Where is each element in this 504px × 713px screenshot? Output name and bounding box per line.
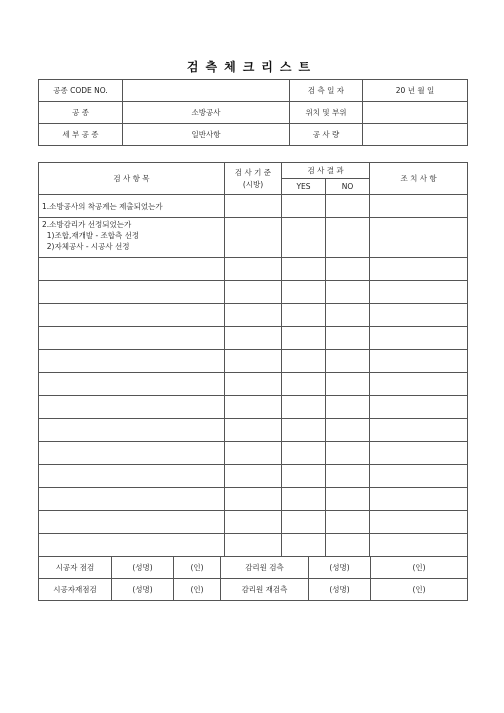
action-cell[interactable] (370, 419, 468, 442)
contractor-recheck-name-field[interactable]: (성명) (112, 579, 174, 601)
item-cell[interactable] (39, 534, 225, 557)
inspection-row-empty (39, 304, 468, 327)
no-cell[interactable] (326, 419, 370, 442)
inspection-row-empty (39, 396, 468, 419)
signature-row-2 (39, 579, 468, 601)
item-cell[interactable] (39, 442, 225, 465)
standard-cell[interactable] (225, 396, 282, 419)
item2-line1: 2.소방감리가 선정되었는가 (42, 220, 132, 229)
inspection-row-empty (39, 465, 468, 488)
item-cell[interactable] (39, 350, 225, 373)
yes-cell[interactable] (282, 327, 326, 350)
action-cell[interactable] (370, 396, 468, 419)
item-cell[interactable] (39, 373, 225, 396)
quantity-field[interactable] (363, 124, 468, 146)
header-row-code (39, 80, 468, 102)
no-cell[interactable] (326, 327, 370, 350)
inspection-row-empty (39, 350, 468, 373)
item-cell[interactable] (39, 419, 225, 442)
inspection-table (38, 162, 468, 557)
inspection-row-1 (39, 195, 468, 218)
yes-cell[interactable] (282, 350, 326, 373)
action-cell[interactable] (370, 350, 468, 373)
label-quantity: 공 사 량 (290, 124, 363, 146)
action-cell[interactable] (370, 304, 468, 327)
action-cell[interactable] (370, 218, 468, 258)
inspection-item-1: 1.소방공사의 착공계는 제출되었는가 (39, 195, 225, 218)
col-yes-header: YES (282, 179, 326, 195)
action-cell[interactable] (370, 281, 468, 304)
item2-line3: 2)자체공사 - 시공사 선정 (42, 242, 130, 251)
contractor-recheck-seal-field[interactable]: (인) (174, 579, 221, 601)
supervisor-seal-field[interactable]: (인) (371, 557, 468, 579)
inspection-item-2 (39, 218, 225, 258)
inspection-row-empty (39, 488, 468, 511)
no-cell[interactable] (326, 511, 370, 534)
inspection-date-field[interactable]: 20 년 월 일 (363, 80, 468, 102)
signature-table (38, 556, 468, 601)
yes-cell[interactable] (282, 373, 326, 396)
label-contractor-check: 시공자 점검 (39, 557, 112, 579)
standard-cell[interactable] (225, 442, 282, 465)
no-cell[interactable] (326, 442, 370, 465)
label-sub-work-type: 세 부 공 종 (39, 124, 123, 146)
no-cell[interactable] (326, 465, 370, 488)
header-table (38, 79, 468, 146)
col-standard-header (225, 163, 282, 195)
sub-work-type-value[interactable]: 일반사항 (123, 124, 290, 146)
yes-cell[interactable] (282, 442, 326, 465)
item-cell[interactable] (39, 465, 225, 488)
item-cell[interactable] (39, 511, 225, 534)
supervisor-recheck-name-field[interactable]: (성명) (309, 579, 371, 601)
item-cell[interactable] (39, 304, 225, 327)
yes-cell[interactable] (282, 281, 326, 304)
no-cell[interactable] (326, 258, 370, 281)
no-cell[interactable] (326, 195, 370, 218)
action-cell[interactable] (370, 488, 468, 511)
signature-row-1 (39, 557, 468, 579)
header-row-sub-work (39, 124, 468, 146)
inspection-row-empty (39, 281, 468, 304)
col-standard-line2: (시방) (242, 179, 264, 189)
label-supervisor-reinspection: 감리원 재검측 (221, 579, 309, 601)
item-cell[interactable] (39, 396, 225, 419)
inspection-row-empty (39, 511, 468, 534)
standard-cell[interactable] (225, 350, 282, 373)
item-cell[interactable] (39, 488, 225, 511)
yes-cell[interactable] (282, 218, 326, 258)
code-no-field[interactable] (123, 80, 290, 102)
standard-cell[interactable] (225, 488, 282, 511)
yes-cell[interactable] (282, 534, 326, 557)
label-contractor-recheck: 시공자재점검 (39, 579, 112, 601)
standard-cell[interactable] (225, 465, 282, 488)
supervisor-name-field[interactable]: (성명) (309, 557, 371, 579)
label-code-no: 공종 CODE NO. (39, 80, 123, 102)
supervisor-recheck-seal-field[interactable]: (인) (371, 579, 468, 601)
inspection-row-empty (39, 419, 468, 442)
contractor-seal-field[interactable]: (인) (174, 557, 221, 579)
col-action-header: 조 치 사 항 (370, 163, 468, 195)
inspection-row-empty (39, 258, 468, 281)
no-cell[interactable] (326, 218, 370, 258)
col-no-header: NO (326, 179, 370, 195)
col-standard-line1: 검 사 기 준 (234, 167, 272, 177)
item-cell[interactable] (39, 281, 225, 304)
no-cell[interactable] (326, 350, 370, 373)
item-cell[interactable] (39, 327, 225, 350)
item2-line2: 1)조합,재개발 - 조합측 선정 (42, 231, 140, 240)
no-cell[interactable] (326, 534, 370, 557)
standard-cell[interactable] (225, 419, 282, 442)
standard-cell[interactable] (225, 195, 282, 218)
inspection-row-empty (39, 373, 468, 396)
work-type-value[interactable]: 소방공사 (123, 102, 290, 124)
standard-cell[interactable] (225, 218, 282, 258)
yes-cell[interactable] (282, 258, 326, 281)
col-item-header: 검 사 항 목 (39, 163, 225, 195)
yes-cell[interactable] (282, 396, 326, 419)
standard-cell[interactable] (225, 373, 282, 396)
action-cell[interactable] (370, 373, 468, 396)
standard-cell[interactable] (225, 258, 282, 281)
action-cell[interactable] (370, 534, 468, 557)
standard-cell[interactable] (225, 281, 282, 304)
yes-cell[interactable] (282, 304, 326, 327)
item-cell[interactable] (39, 258, 225, 281)
document-title: 검측체크리스트 (186, 60, 318, 74)
location-field[interactable] (363, 102, 468, 124)
label-location: 위치 및 부위 (290, 102, 363, 124)
col-result-header: 검 사 결 과 (282, 163, 370, 179)
action-cell[interactable] (370, 195, 468, 218)
action-cell[interactable] (370, 442, 468, 465)
yes-cell[interactable] (282, 419, 326, 442)
label-inspection-date: 검 측 일 자 (290, 80, 363, 102)
action-cell[interactable] (370, 465, 468, 488)
no-cell[interactable] (326, 281, 370, 304)
yes-cell[interactable] (282, 195, 326, 218)
inspection-row-2 (39, 218, 468, 258)
label-work-type: 공 종 (39, 102, 123, 124)
inspection-row-empty (39, 327, 468, 350)
inspection-row-empty (39, 442, 468, 465)
no-cell[interactable] (326, 304, 370, 327)
action-cell[interactable] (370, 327, 468, 350)
header-row-work-type (39, 102, 468, 124)
inspection-row-empty (39, 534, 468, 557)
inspection-header-row (39, 163, 468, 179)
action-cell[interactable] (370, 511, 468, 534)
no-cell[interactable] (326, 396, 370, 419)
action-cell[interactable] (370, 258, 468, 281)
standard-cell[interactable] (225, 327, 282, 350)
no-cell[interactable] (326, 488, 370, 511)
label-supervisor-inspection: 감리원 검측 (221, 557, 309, 579)
standard-cell[interactable] (225, 304, 282, 327)
standard-cell[interactable] (225, 534, 282, 557)
yes-cell[interactable] (282, 488, 326, 511)
no-cell[interactable] (326, 373, 370, 396)
yes-cell[interactable] (282, 511, 326, 534)
contractor-name-field[interactable]: (성명) (112, 557, 174, 579)
standard-cell[interactable] (225, 511, 282, 534)
yes-cell[interactable] (282, 465, 326, 488)
